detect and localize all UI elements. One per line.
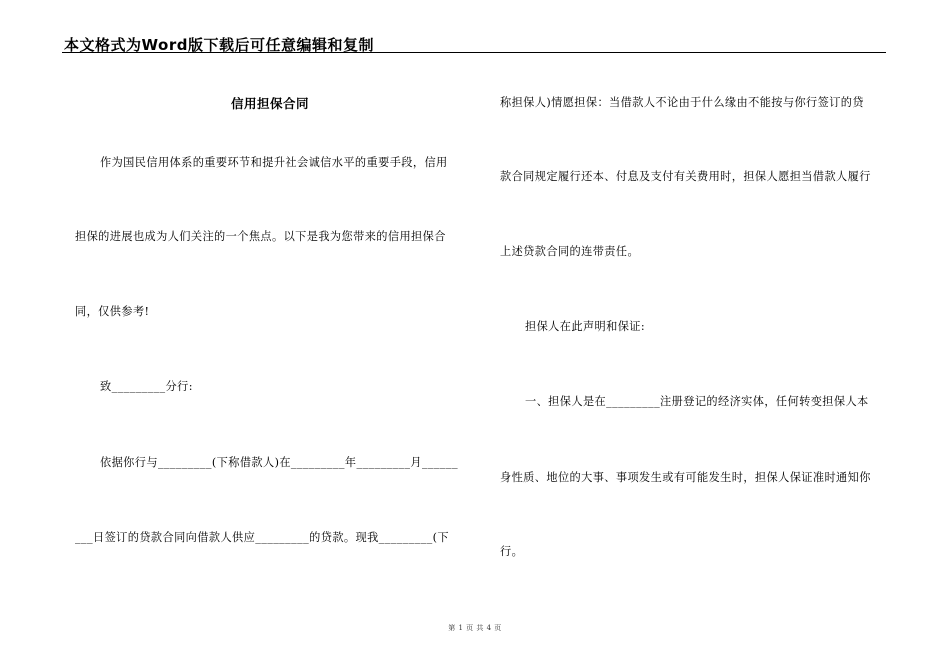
paragraph-line: 作为国民信用体系的重要环节和提升社会诚信水平的重要手段，信用 [100,156,448,169]
paragraph-line: 担保的进展也成为人们关注的一个焦点。以下是我为您带来的信用担保合 [75,230,446,243]
paragraph-line: 行。 [500,545,524,558]
paragraph-line: 致_________分行: [100,380,193,393]
document-header-banner: 本文格式为Word版下载后可任意编辑和复制 [64,36,374,54]
document-title: 信用担保合同 [230,96,309,111]
paragraph-line: 称担保人)情愿担保：当借款人不论由于什么缘由不能按与你行签订的贷 [500,96,864,109]
page-footer: 第 1 页 共 4 页 [448,624,502,632]
paragraph-line: ___日签订的贷款合同向借款人供应_________的贷款。现我_________(下 [75,531,449,544]
header-divider [62,52,886,53]
paragraph-line: 一、担保人是在_________注册登记的经济实体，任何转变担保人本 [525,395,869,408]
paragraph-line: 同，仅供参考! [75,305,150,318]
paragraph-line: 依据你行与_________(下称借款人)在_________年_________月______ [100,456,458,469]
paragraph-line: 担保人在此声明和保证: [525,320,646,333]
paragraph-line: 上述贷款合同的连带责任。 [500,245,640,258]
paragraph-line: 款合同规定履行还本、付息及支付有关费用时，担保人愿担当借款人履行 [500,170,871,183]
paragraph-line: 身性质、地位的大事、事项发生或有可能发生时，担保人保证准时通知你 [500,471,871,484]
